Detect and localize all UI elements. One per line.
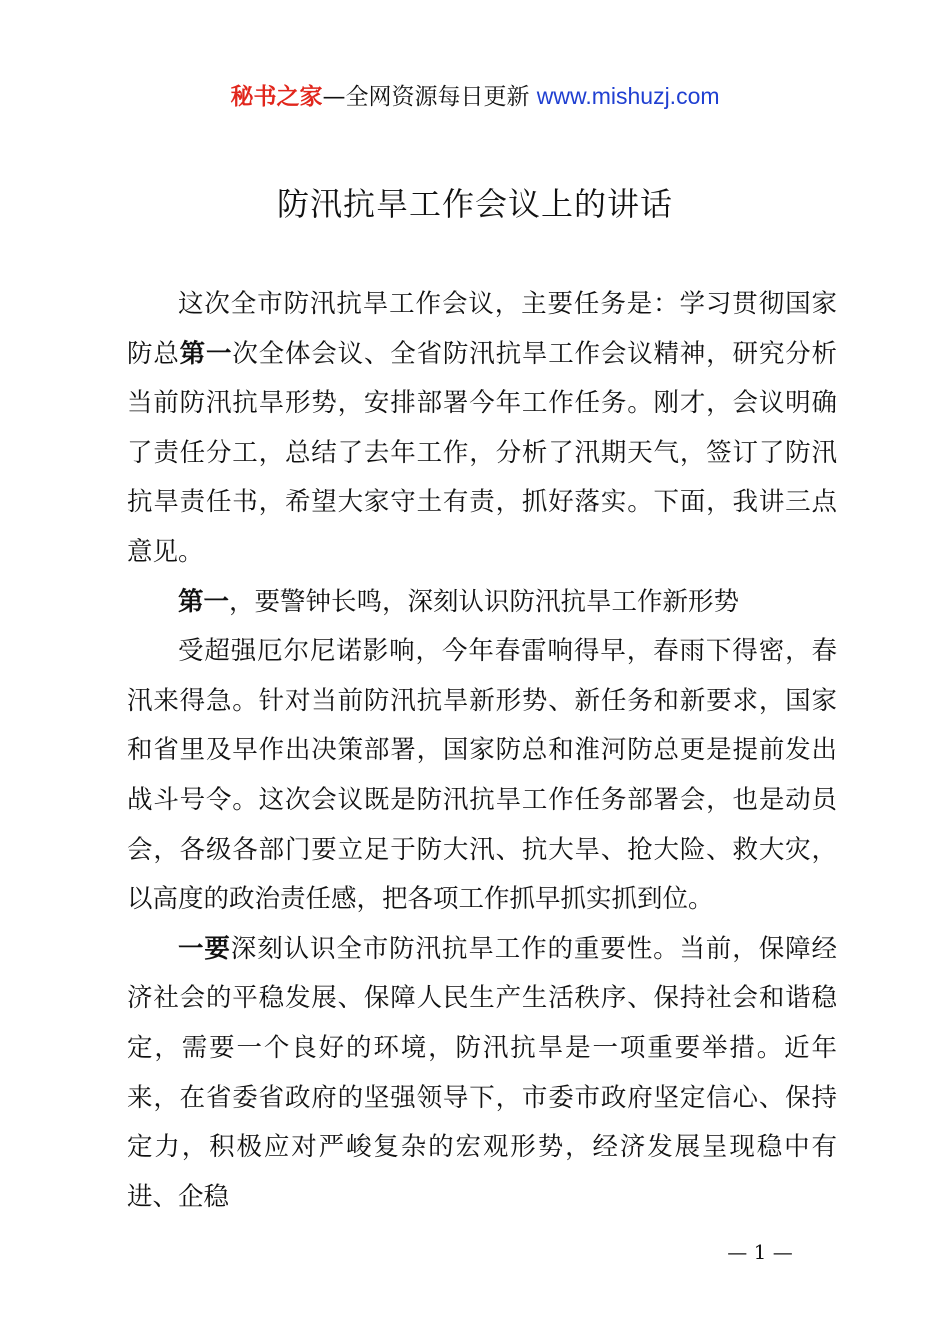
paragraph-point-1 bbox=[127, 925, 837, 1223]
header-tagline: —全网资源每日更新 bbox=[322, 84, 537, 110]
paragraph-situation: 受超强厄尔尼诺影响，今年春雷响得早，春雨下得密，春汛来得急。针对当前防汛抗旱新形势、新任务和新要求，国家和省里及早作出决策部署，国家防总和淮河防总更是提前发出战斗号令。这次会议既是防汛抗旱工作任务部署会，也是动员会，各级各部门要立足于防大汛、抗大旱、抢大险、救大灾，以高度的政治责任感，把各项工作抓早抓实抓到位。 bbox=[127, 636, 837, 915]
brand-name: 秘书之家 bbox=[230, 84, 323, 110]
document-body bbox=[127, 280, 837, 1222]
intro-emphasis: 第一 bbox=[179, 338, 233, 369]
website-link[interactable]: www.mishuzj.com bbox=[536, 83, 720, 109]
point-1-label: 一要 bbox=[178, 933, 231, 964]
section-heading-number: 第一 bbox=[178, 586, 230, 617]
page-number: — 1 — bbox=[727, 1240, 793, 1264]
point-1-text: 深刻认识全市防汛抗旱工作的重要性。当前，保障经济社会的平稳发展、保障人民生产生活秩序、保持社会和谐稳定，需要一个良好的环境，防汛抗旱是一项重要举措。近年来，在省委省政府的坚强领导下，市委市政府坚定信心、保持定力，积极应对严峻复杂的宏观形势，经济发展呈现稳中有进、企稳 bbox=[127, 933, 837, 1212]
site-header bbox=[0, 80, 950, 113]
paragraph-intro bbox=[127, 280, 837, 578]
intro-text-rest: 次全体会议、全省防汛抗旱工作会议精神，研究分析当前防汛抗旱形势，安排部署今年工作任务。刚才，会议明确了责任分工，总结了去年工作，分析了汛期天气，签订了防汛抗旱责任书，希望大家守土有责，抓好落实。下面，我讲三点意见。 bbox=[127, 338, 837, 567]
document-title: 防汛抗旱工作会议上的讲话 bbox=[276, 185, 673, 223]
section-heading-text: ，要警钟长鸣，深刻认识防汛抗旱工作新形势 bbox=[229, 586, 740, 617]
intro-text-start: 这次全市防汛抗旱工作会议，主要任务是：学习贯彻国家防总 bbox=[127, 289, 837, 369]
section-heading-1 bbox=[127, 578, 837, 628]
